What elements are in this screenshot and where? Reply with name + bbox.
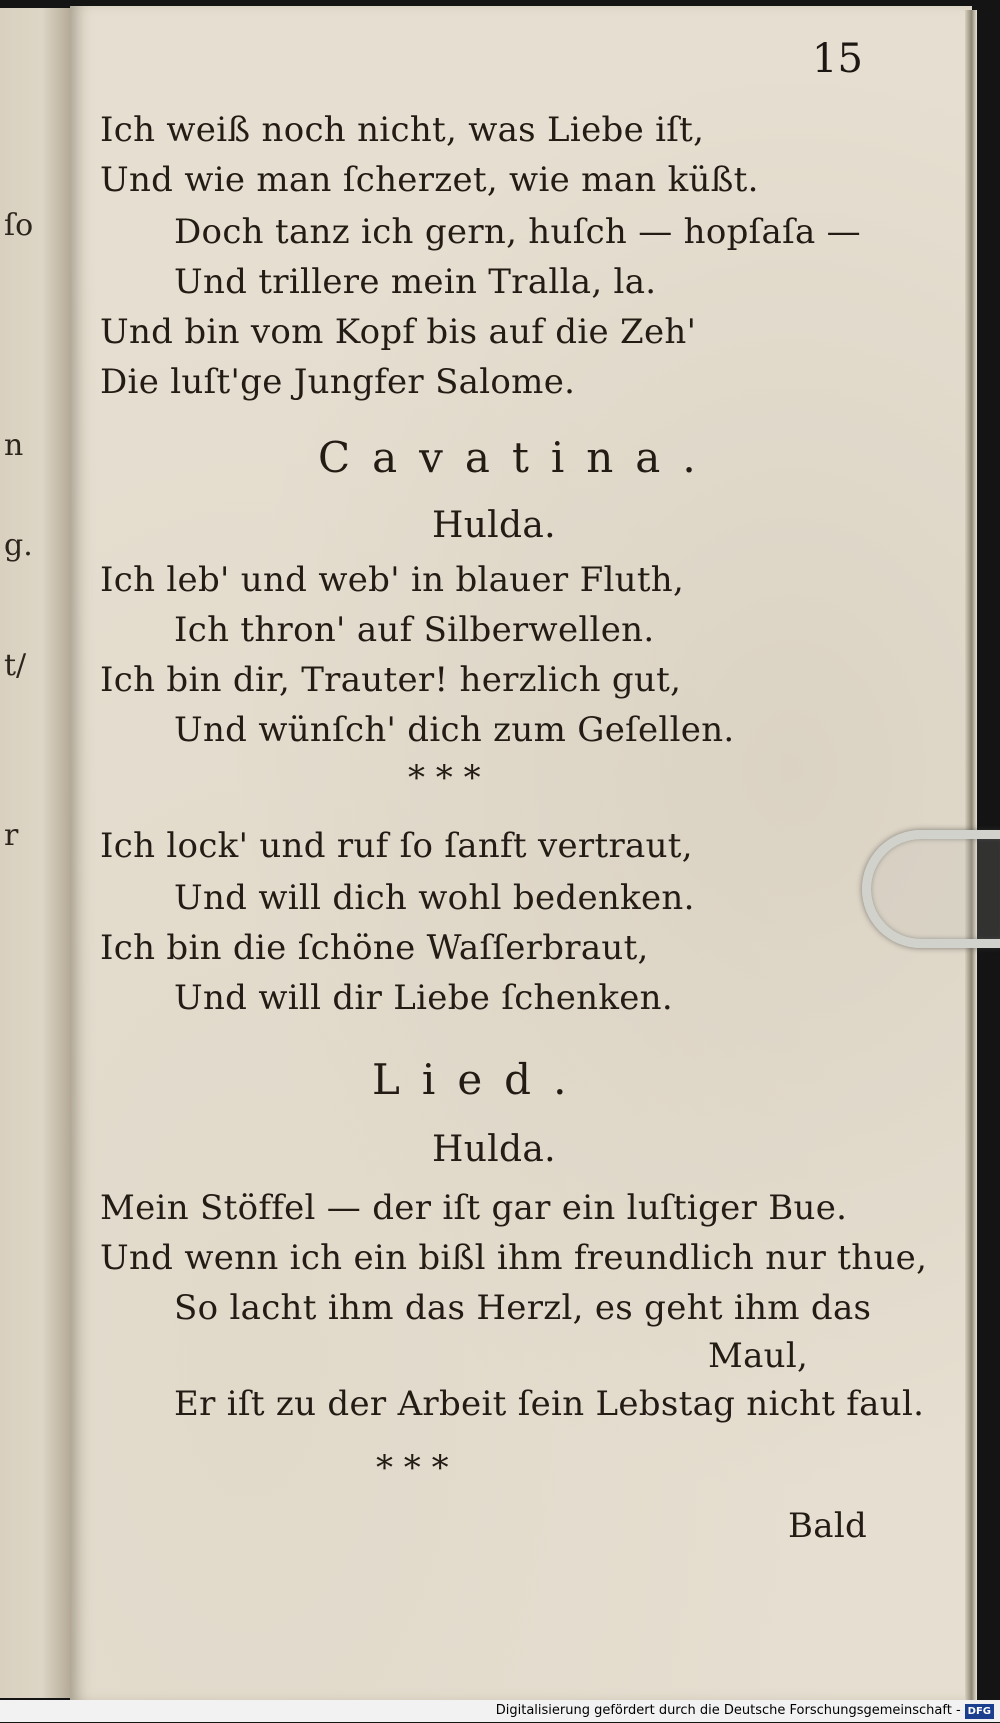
verse-line: Ich weiß noch nicht, was Liebe iſt, — [100, 110, 705, 150]
prev-page-fragment: n — [4, 428, 24, 463]
verse-line: Ich lock' und ruf ſo ſanft vertraut, — [100, 826, 693, 866]
prev-page-fragment: r — [4, 818, 19, 853]
speaker-name: Hulda. — [432, 1129, 556, 1170]
verse-line: Maul, — [708, 1336, 809, 1376]
verse-line: Doch tanz ich gern, huſch — hopſaſa — — [174, 212, 861, 252]
page-number: 15 — [812, 36, 863, 82]
prev-page-fragment: t/ — [4, 648, 27, 683]
verse-line: Und bin vom Kopf bis auf die Zeh' — [100, 312, 697, 352]
verse-line: Und will dich wohl bedenken. — [174, 878, 695, 918]
verse-line: Und trillere mein Tralla, la. — [174, 262, 657, 302]
verse-line: Mein Stöffel — der iſt gar ein luſtiger Bue. — [100, 1188, 848, 1228]
paper-clip — [862, 830, 1000, 948]
speaker-name: Hulda. — [432, 505, 556, 546]
prev-page-fragment: ſo — [4, 208, 34, 243]
verse-line: Er iſt zu der Arbeit ſein Lebstag nicht faul. — [174, 1384, 925, 1424]
catchword: Bald — [788, 1506, 868, 1546]
verse-line: So lacht ihm das Herzl, es geht ihm das — [174, 1288, 872, 1328]
prev-page-fragment: g. — [4, 528, 33, 563]
verse-line: Ich bin dir, Trauter! herzlich gut, — [100, 660, 682, 700]
section-title-cavatina: Cavatina. — [318, 433, 718, 482]
verse-line: Und wie man ſcherzet, wie man küßt. — [100, 160, 759, 200]
dfg-logo: DFG — [965, 1704, 994, 1719]
section-title-lied: Lied. — [372, 1055, 589, 1104]
digitization-credit: Digitalisierung gefördert durch die Deutsche Forschungsgemeinschaft - — [495, 1703, 961, 1718]
verse-line: Ich leb' und web' in blauer Fluth, — [100, 560, 685, 600]
verse-line: Ich thron' auf Silberwellen. — [174, 610, 655, 650]
verse-line: Und wünſch' dich zum Geſellen. — [174, 710, 735, 750]
verse-line: Und wenn ich ein bißl ihm freundlich nur thue, — [100, 1238, 928, 1278]
verse-line: Und will dir Liebe ſchenken. — [174, 978, 673, 1018]
stanza-separator: * * * — [376, 1448, 449, 1488]
previous-page-edge — [0, 8, 71, 1698]
stanza-separator: * * * — [408, 758, 481, 798]
verse-line: Die luſt'ge Jungfer Salome. — [100, 362, 576, 402]
digitization-credit-bar — [0, 1700, 1000, 1722]
verse-line: Ich bin die ſchöne Waſſerbraut, — [100, 928, 649, 968]
